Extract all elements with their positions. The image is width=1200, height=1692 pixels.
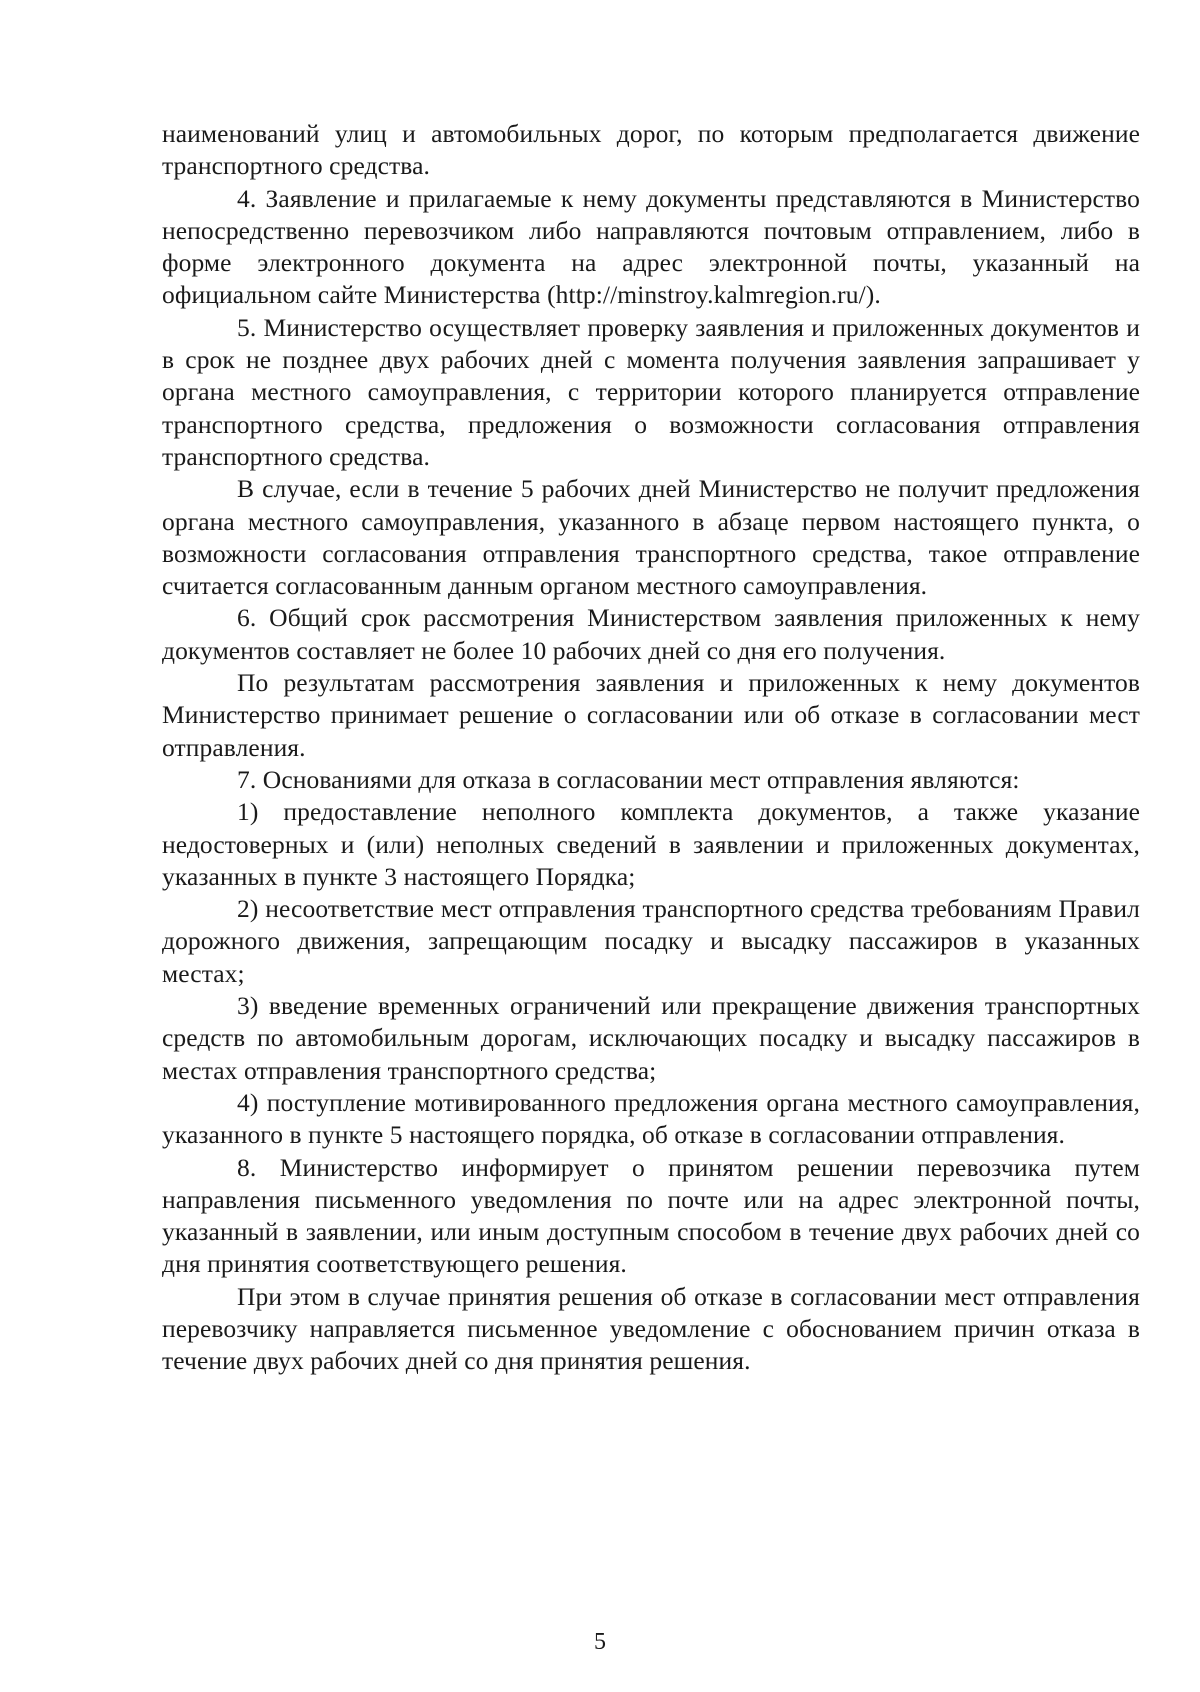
paragraph-item-7-1: 1) предоставление неполного комплекта документов, а также указание недостоверных и (или) неполных сведений в заявлении и приложенных документах, указанных в пункте 3 настоящего Порядка; [162,797,1140,891]
paragraph-continuation: наименований улиц и автомобильных дорог, по которым предполагается движение транспортного средства. [162,119,1140,181]
paragraph-item-7: 7. Основаниями для отказа в согласовании мест отправления являются: [237,764,1020,794]
paragraph-item-7-2: 2) несоответствие мест отправления транспортного средства требованиям Правил дорожного движения, запрещающим посадку и высадку пассажиров в указанных местах; [162,894,1140,988]
document-body [162,118,1140,1378]
paragraph-item-7-4: 4) поступление мотивированного предложения органа местного самоуправления, указанного в пункте 5 настоящего порядка, об отказе в согласовании отправления. [162,1087,1140,1150]
paragraph-item-8: 8. Министерство информирует о принятом решении перевозчика путем направления письменного уведомления по почте или на адрес электронной почты, указанный в заявлении, или иным доступным способом в течение двух рабочих дней со дня принятия соответствующего решения. [162,1152,1140,1279]
paragraph-item-4: 4. Заявление и прилагаемые к нему документы представляются в Министерство непосредственно перевозчиком либо направляются почтовым отправлением, либо в форме электронного документа на адрес электронной почты, указанный на официальном сайте Министерства (http://minstroy.kalmregion.ru/). [162,183,1140,310]
paragraph-item-6: 6. Общий срок рассмотрения Министерством заявления приложенных к нему документов составляет не более 10 рабочих дней со дня его получения. [162,603,1140,665]
page-number: 5 [594,1629,606,1655]
paragraph-item-8-refusal: При этом в случае принятия решения об отказе в согласовании мест отправления перевозчику направляется письменное уведомление с обоснованием причин отказа в течение двух рабочих дней со дня принятия решения. [162,1281,1140,1376]
paragraph-item-5-case: В случае, если в течение 5 рабочих дней Министерство не получит предложения органа местного самоуправления, указанного в абзаце первом настоящего пункта, о возможности согласования отправления транспортного средства, такое отправление считается согласованным данным органом местного самоуправления. [162,474,1140,601]
paragraph-item-6-result: По результатам рассмотрения заявления и приложенных к нему документов Министерство принимает решение о согласовании или об отказе в согласовании мест отправления. [162,668,1140,762]
paragraph-item-5: 5. Министерство осуществляет проверку заявления и приложенных документов и в срок не позднее двух рабочих дней с момента получения заявления запрашивает у органа местного самоуправления, с территории которого планируется отправление транспортного средства, предложения о возможности согласования отправления транспортного средства. [162,312,1140,471]
paragraph-item-7-3: 3) введение временных ограничений или прекращение движения транспортных средств по автомобильным дорогам, исключающих посадку и высадку пассажиров в местах отправления транспортного средства; [162,991,1140,1085]
